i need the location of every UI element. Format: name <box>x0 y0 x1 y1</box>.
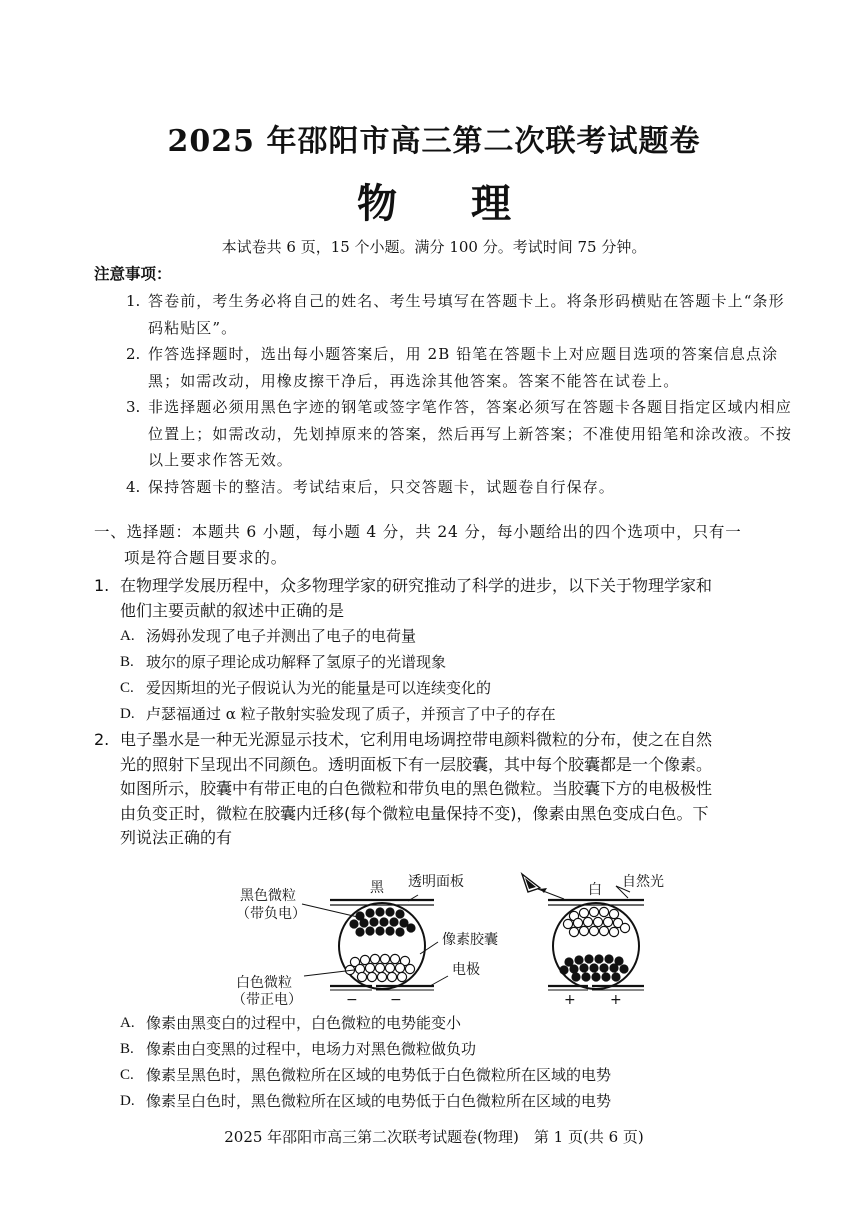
panel-label: 透明面板 <box>408 874 464 890</box>
electrode-sign: − <box>346 992 358 1008</box>
notice-item-number: 4. <box>126 477 141 496</box>
option-d <box>94 1088 784 1114</box>
page-footer: 2025 年邵阳市高三第二次联考试题卷(物理) 第 1 页(共 6 页) <box>224 1128 644 1146</box>
capsule-black-state <box>232 873 498 1008</box>
option-text: 像素由白变黑的过程中，电场力对黑色微粒做负功 <box>146 1040 477 1058</box>
exam-intro: 本试卷共 6 页，15 个小题。满分 100 分。考试时间 75 分钟。 <box>221 238 647 256</box>
option-label: D. <box>120 706 135 722</box>
option-b <box>94 649 784 675</box>
option-label: B. <box>120 654 134 670</box>
black-charge-label: （带负电） <box>236 906 306 922</box>
option-label: A. <box>120 1015 135 1031</box>
question-1 <box>94 573 784 727</box>
question-stem-line: 电子墨水是一种无光源显示技术，它利用电场调控带电颜料微粒的分布，使之在自然 <box>120 730 713 749</box>
electrode-label: 电极 <box>452 962 480 978</box>
notice-item <box>126 341 798 394</box>
notice-item-text: 答卷前，考生务必将自己的姓名、考生号填写在答题卡上。将条形码横贴在答题卡上“条形码粘贴区”。 <box>148 292 785 337</box>
white-state-label: 白 <box>588 882 602 898</box>
notice-item <box>126 474 798 501</box>
question-number: 2. <box>94 730 110 749</box>
option-label: A. <box>120 628 135 644</box>
notice-item-number: 2. <box>126 345 141 363</box>
white-particles <box>345 954 414 981</box>
option-label: B. <box>120 1041 134 1057</box>
section-heading <box>94 519 800 571</box>
question-stem-line: 光的照射下呈现出不同颜色。透明面板下有一层胶囊，其中每个胶囊都是一个像素。 <box>120 754 713 774</box>
option-a <box>94 623 784 649</box>
question-number: 1. <box>94 576 110 595</box>
black-particles <box>349 907 415 936</box>
electrode-sign: + <box>610 992 622 1008</box>
notice-item-number: 3. <box>126 398 141 416</box>
option-text: 卢瑟福通过 α 粒子散射实验发现了质子，并预言了中子的存在 <box>146 705 556 723</box>
capsule-label: 像素胶囊 <box>442 932 498 948</box>
notice-list <box>126 288 798 500</box>
option-text: 汤姆孙发现了电子并测出了电子的电荷量 <box>146 627 417 645</box>
option-label: D. <box>120 1093 135 1109</box>
option-label: C. <box>120 1067 134 1083</box>
natural-light-label: 自然光 <box>622 874 664 890</box>
notice-item-text: 作答选择题时，选出每小题答案后，用 2B 铅笔在答题卡上对应题目选项的答案信息点涂黑；如需改动，用橡皮擦干净后，再选涂其他答案。答案不能答在试卷上。 <box>148 345 779 390</box>
white-particles <box>563 907 629 936</box>
option-b <box>94 1036 784 1062</box>
option-text: 像素呈白色时，黑色微粒所在区域的电势低于白色微粒所在区域的电势 <box>146 1092 612 1110</box>
question-stem-line: 在物理学发展历程中，众多物理学家的研究推动了科学的进步，以下关于物理学家和 <box>120 576 713 595</box>
question-stem-line: 他们主要贡献的叙述中正确的是 <box>120 601 345 620</box>
question-stem-line: 如图所示，胶囊中有带正电的白色微粒和带负电的黑色微粒。当胶囊下方的电极极性 <box>120 779 713 799</box>
black-particles <box>559 954 628 981</box>
option-d <box>94 701 784 727</box>
option-text: 像素由黑变白的过程中，白色微粒的电势能变小 <box>146 1014 462 1032</box>
notice-heading: 注意事项： <box>94 264 172 283</box>
eye-icon <box>522 874 564 899</box>
question-2 <box>94 728 784 851</box>
option-c <box>94 675 784 701</box>
notice-item-text: 非选择题必须用黑色字迹的钢笔或签字笔作答，答案必须写在答题卡各题目指定区域内相应位置上；如需改动，先划掉原来的答案，然后再写上新答案；不准使用铅笔和涂改液。不按以上要求作答无效。 <box>148 398 793 469</box>
section-heading-line2: 项是符合题目要求的。 <box>124 549 288 567</box>
capsule-diagram <box>222 866 712 1014</box>
notice-item <box>126 288 798 341</box>
option-text: 像素呈黑色时，黑色微粒所在区域的电势低于白色微粒所在区域的电势 <box>146 1066 612 1084</box>
option-c <box>94 1062 784 1088</box>
black-particle-label: 黑色微粒 <box>240 888 296 904</box>
question-stem-line: 由负变正时，微粒在胶囊内迁移(每个微粒电量保持不变)，像素由黑色变成白色。下 <box>120 803 709 823</box>
question-options <box>94 623 784 727</box>
capsule-white-state <box>522 873 664 1008</box>
notice-item-number: 1. <box>126 292 141 310</box>
notice-item <box>126 394 798 474</box>
question-2-options <box>94 1010 784 1114</box>
electrode-sign: + <box>564 992 576 1008</box>
exam-title: 2025 年邵阳市高三第二次联考试题卷 <box>167 124 701 159</box>
electrode-sign: − <box>390 992 402 1008</box>
black-state-label: 黑 <box>370 880 384 896</box>
white-charge-label: （带正电） <box>232 992 302 1008</box>
subject-title: 物 理 <box>357 180 541 227</box>
notice-item-text: 保持答题卡的整洁。考试结束后，只交答题卡，试题卷自行保存。 <box>148 477 615 496</box>
option-a <box>94 1010 784 1036</box>
white-particle-label: 白色微粒 <box>236 975 292 991</box>
section-heading-line1: 一、选择题：本题共 6 小题，每小题 4 分，共 24 分，每小题给出的四个选项中，只有一 <box>94 523 742 541</box>
option-text: 玻尔的原子理论成功解释了氢原子的光谱现象 <box>146 653 447 671</box>
option-label: C. <box>120 680 134 696</box>
e-ink-capsule-figure <box>222 866 712 1014</box>
option-text: 爱因斯坦的光子假说认为光的能量是可以连续变化的 <box>146 679 492 697</box>
question-stem-line: 列说法正确的有 <box>120 828 233 848</box>
